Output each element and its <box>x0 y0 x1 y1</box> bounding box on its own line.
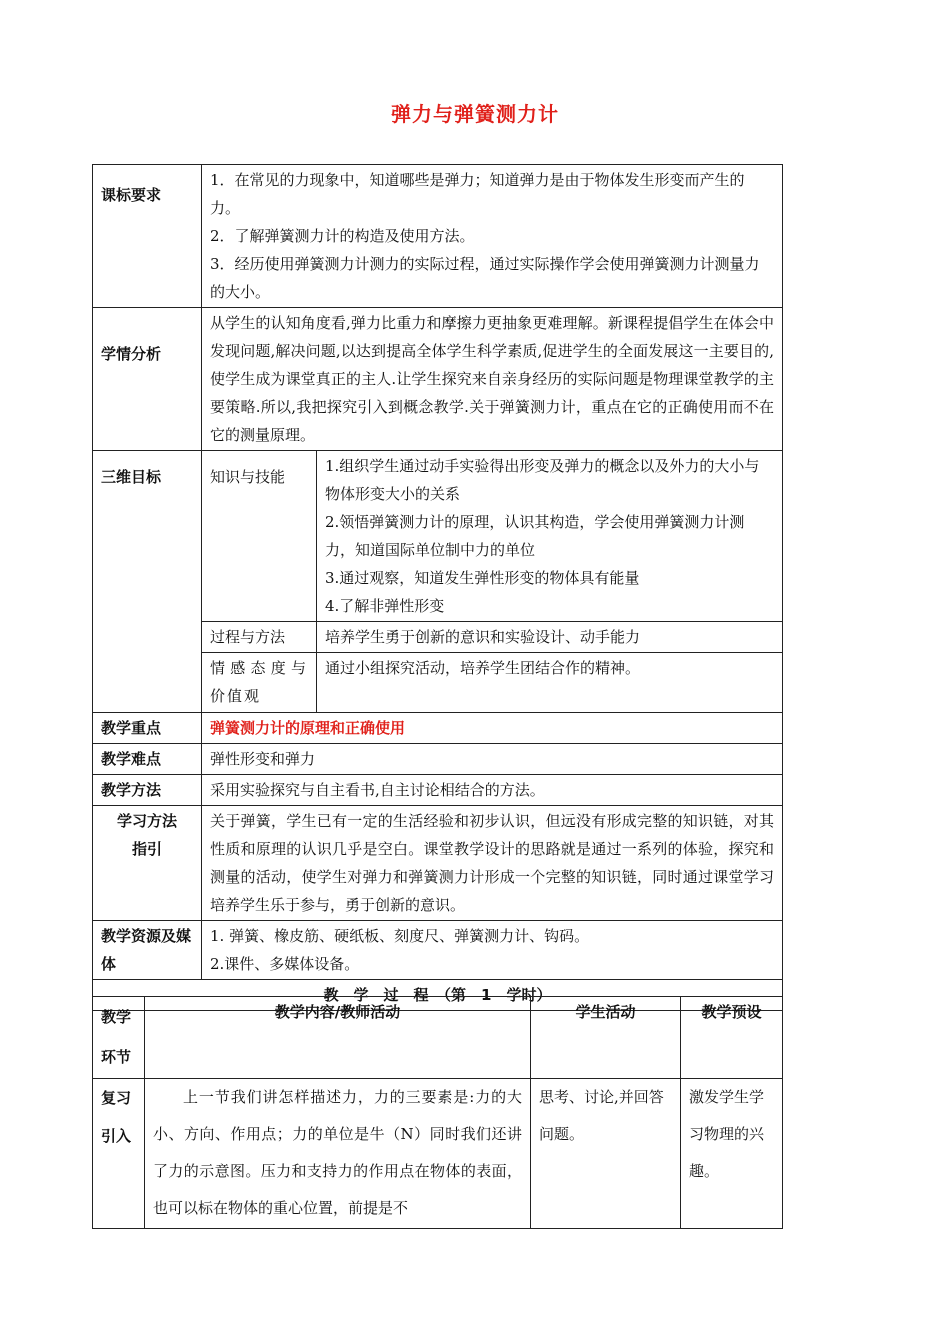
lesson-info-table <box>92 164 783 1011</box>
zhishi-line: 4.了解非弹性形变 <box>325 597 445 615</box>
row-nandian <box>93 744 783 775</box>
row-xuexi <box>93 806 783 921</box>
row-kebiao <box>93 165 783 308</box>
fangfa-text: 采用实验探究与自主看书,自主讨论相结合的方法。 <box>202 775 783 806</box>
fangfa-label: 教学方法 <box>93 775 202 806</box>
kebiao-line: 3．经历使用弹簧测力计测力的实际过程，通过实际操作学会使用弹簧测力计测量力的大小。 <box>210 255 760 301</box>
guocheng-label: 过程与方法 <box>202 622 317 653</box>
nandian-text: 弹性形变和弹力 <box>202 744 783 775</box>
content-cell: 上一节我们讲怎样描述力，力的三要素是:力的大小、方向、作用点；力的单位是牛（N）同时我们还讲了力的示意图。压力和支持力的作用点在物体的表面，也可以标在物体的重心位置，前提是不 <box>145 1079 531 1229</box>
zhongdian-label: 教学重点 <box>93 713 202 744</box>
sanwei-label: 三维目标 <box>93 451 202 713</box>
row-ziyuan <box>93 921 783 980</box>
qinggan-text: 通过小组探究活动，培养学生团结合作的精神。 <box>317 653 783 713</box>
zhishi-line: 1.组织学生通过动手实验得出形变及弹力的概念以及外力的大小与物体形变大小的关系 <box>325 457 760 503</box>
process-heading: 教 学 过 程 （第 1 学时） <box>93 980 783 1011</box>
header-preset: 教学预设 <box>681 997 783 1079</box>
kebiao-line: 2．了解弹簧测力计的构造及使用方法。 <box>210 227 475 245</box>
xuexi-text: 关于弹簧，学生已有一定的生活经验和初步认识，但远没有形成完整的知识链，对其性质和原理的认识几乎是空白。课堂教学设计的思路就是通过一系列的体验，探究和测量的活动，使学生对弹力和弹簧测力计形成一个完整的知识链，同时通过课堂学习培养学生乐于参与，勇于创新的意识。 <box>202 806 783 921</box>
ziyuan-content <box>202 921 783 980</box>
row-fangfa <box>93 775 783 806</box>
student-cell: 思考、讨论,并回答问题。 <box>531 1079 681 1229</box>
ziyuan-line: 2.课件、多媒体设备。 <box>210 955 360 973</box>
kebiao-line: 1．在常见的力现象中，知道哪些是弹力；知道弹力是由于物体发生形变而产生的力。 <box>210 171 745 217</box>
xuexi-label: 学习方法指引 <box>93 806 202 921</box>
stage-cell: 复习引入 <box>93 1079 145 1229</box>
row-zhongdian <box>93 713 783 744</box>
zhishi-line: 2.领悟弹簧测力计的原理，认识其构造，学会使用弹簧测力计测力，知道国际单位制中力的单位 <box>325 513 745 559</box>
xueqing-label: 学情分析 <box>93 308 202 451</box>
process-row <box>93 1079 783 1229</box>
row-zhishi <box>93 451 783 622</box>
guocheng-text: 培养学生勇于创新的意识和实验设计、动手能力 <box>317 622 783 653</box>
row-xueqing <box>93 308 783 451</box>
zhongdian-text: 弹簧测力计的原理和正确使用 <box>202 713 783 744</box>
kebiao-label: 课标要求 <box>93 165 202 308</box>
ziyuan-label: 教学资源及媒体 <box>93 921 202 980</box>
kebiao-content <box>202 165 783 308</box>
qinggan-label: 情感态度与价值观 <box>202 653 317 713</box>
header-stage: 教学环节 <box>93 997 145 1079</box>
header-content: 教学内容/教师活动 <box>145 997 531 1079</box>
nandian-label: 教学难点 <box>93 744 202 775</box>
page-title: 弹力与弹簧测力计 <box>391 102 559 126</box>
ziyuan-line: 1. 弹簧、橡皮筋、硬纸板、刻度尺、弹簧测力计、钩码。 <box>210 927 590 945</box>
zhishi-line: 3.通过观察，知道发生弹性形变的物体具有能量 <box>325 569 640 587</box>
xueqing-text: 从学生的认知角度看,弹力比重力和摩擦力更抽象更难理解。新课程提倡学生在体会中发现问题,解决问题,以达到提高全体学生科学素质,促进学生的全面发展这一主要目的,使学生成为课堂真正的主人.让学生探究来自亲身经历的实际问题是物理课堂教学的主要策略.所以,我把探究引入到概念教学.关于弹簧测力计，重点在它的正确使用而不在它的测量原理。 <box>202 308 783 451</box>
process-table <box>92 996 783 1229</box>
process-header-row <box>93 997 783 1079</box>
zhishi-label: 知识与技能 <box>202 451 317 622</box>
preset-cell: 激发学生学习物理的兴趣。 <box>681 1079 783 1229</box>
header-student: 学生活动 <box>531 997 681 1079</box>
zhishi-content <box>317 451 783 622</box>
